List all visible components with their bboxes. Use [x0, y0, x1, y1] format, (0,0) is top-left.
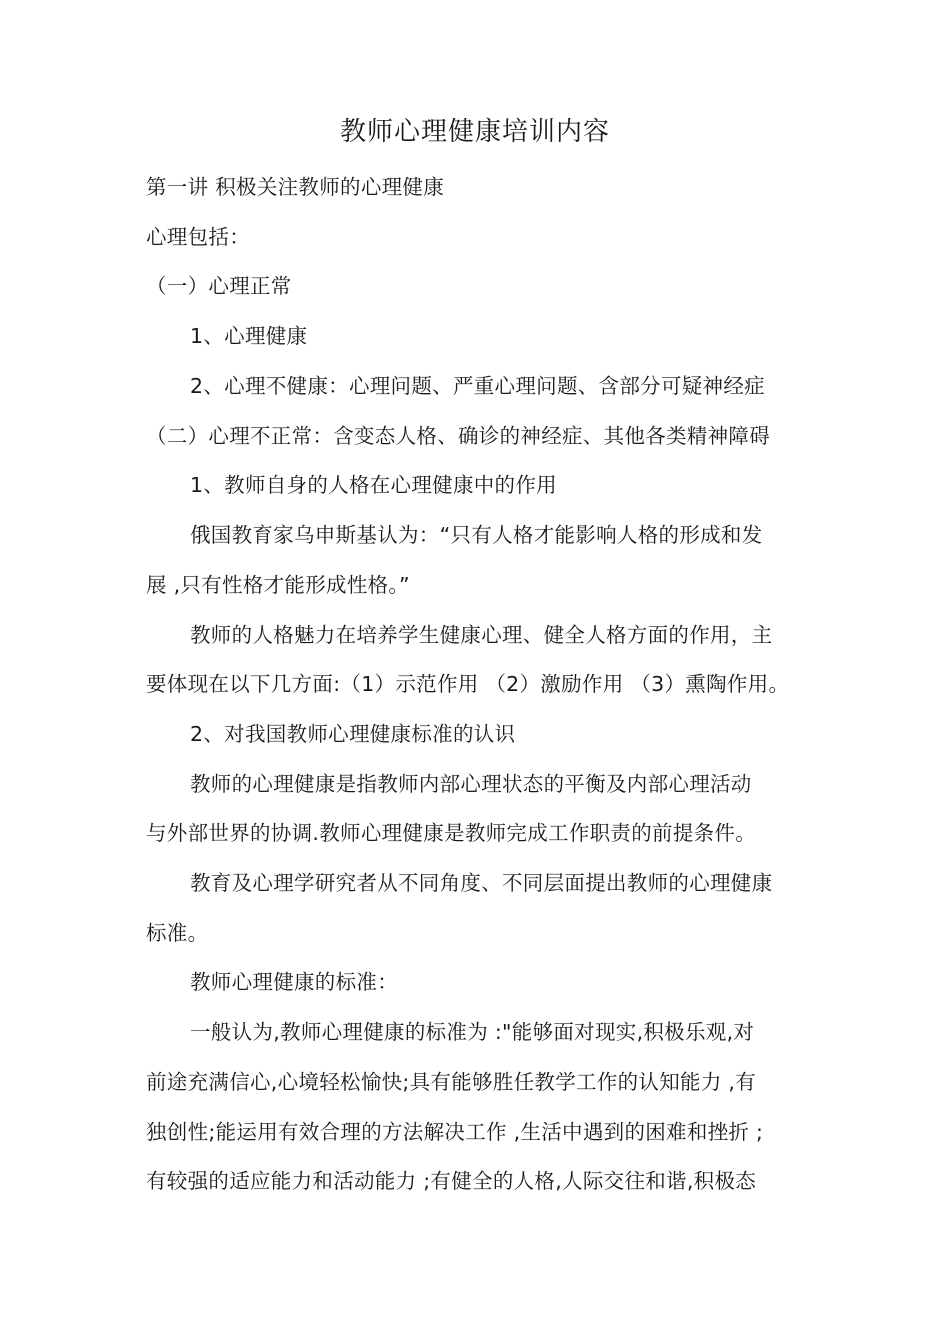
paragraph-line: 与外部世界的协调.教师心理健康是教师完成工作职责的前提条件。	[146, 821, 757, 845]
paragraph-line: 教育及心理学研究者从不同角度、不同层面提出教师的心理健康	[190, 871, 773, 895]
paragraph-line: 独创性;能运用有效合理的方法解决工作 ,生活中遇到的困难和挫折 ;	[146, 1120, 764, 1144]
lecture-heading: 第一讲 积极关注教师的心理健康	[146, 175, 445, 199]
paragraph-line: 展 ,只有性格才能形成性格。”	[146, 573, 410, 597]
paragraph-line: 要体现在以下几方面:（1）示范作用 （2）激励作用 （3）熏陶作用。	[146, 672, 790, 696]
paragraph-line: 标准。	[146, 921, 209, 945]
section-heading: （一）心理正常	[146, 274, 292, 298]
section-heading: （二）心理不正常：含变态人格、确诊的神经症、其他各类精神障碍	[146, 424, 770, 448]
paragraph-line: 俄国教育家乌申斯基认为：“只有人格才能影响人格的形成和发	[190, 523, 763, 547]
list-item: 2、对我国教师心理健康标准的认识	[190, 722, 516, 746]
paragraph-line: 有较强的适应能力和活动能力 ;有健全的人格,人际交往和谐,积极态	[146, 1169, 757, 1193]
paragraph-line: 一般认为,教师心理健康的标准为 :"能够面对现实,积极乐观,对	[190, 1020, 755, 1044]
paragraph-line: 教师心理健康的标准：	[190, 970, 398, 994]
paragraph-line: 前途充满信心,心境轻松愉快;具有能够胜任教学工作的认知能力 ,有	[146, 1070, 757, 1094]
paragraph-line: 教师的人格魅力在培养学生健康心理、健全人格方面的作用，主	[190, 623, 773, 647]
list-item: 1、心理健康	[190, 324, 308, 348]
list-item: 2、心理不健康：心理问题、严重心理问题、含部分可疑神经症	[190, 374, 765, 398]
paragraph-line: 教师的心理健康是指教师内部心理状态的平衡及内部心理活动	[190, 772, 752, 796]
list-item: 1、教师自身的人格在心理健康中的作用	[190, 473, 557, 497]
text-line: 心理包括：	[146, 225, 250, 249]
document-title: 教师心理健康培训内容	[339, 117, 610, 147]
